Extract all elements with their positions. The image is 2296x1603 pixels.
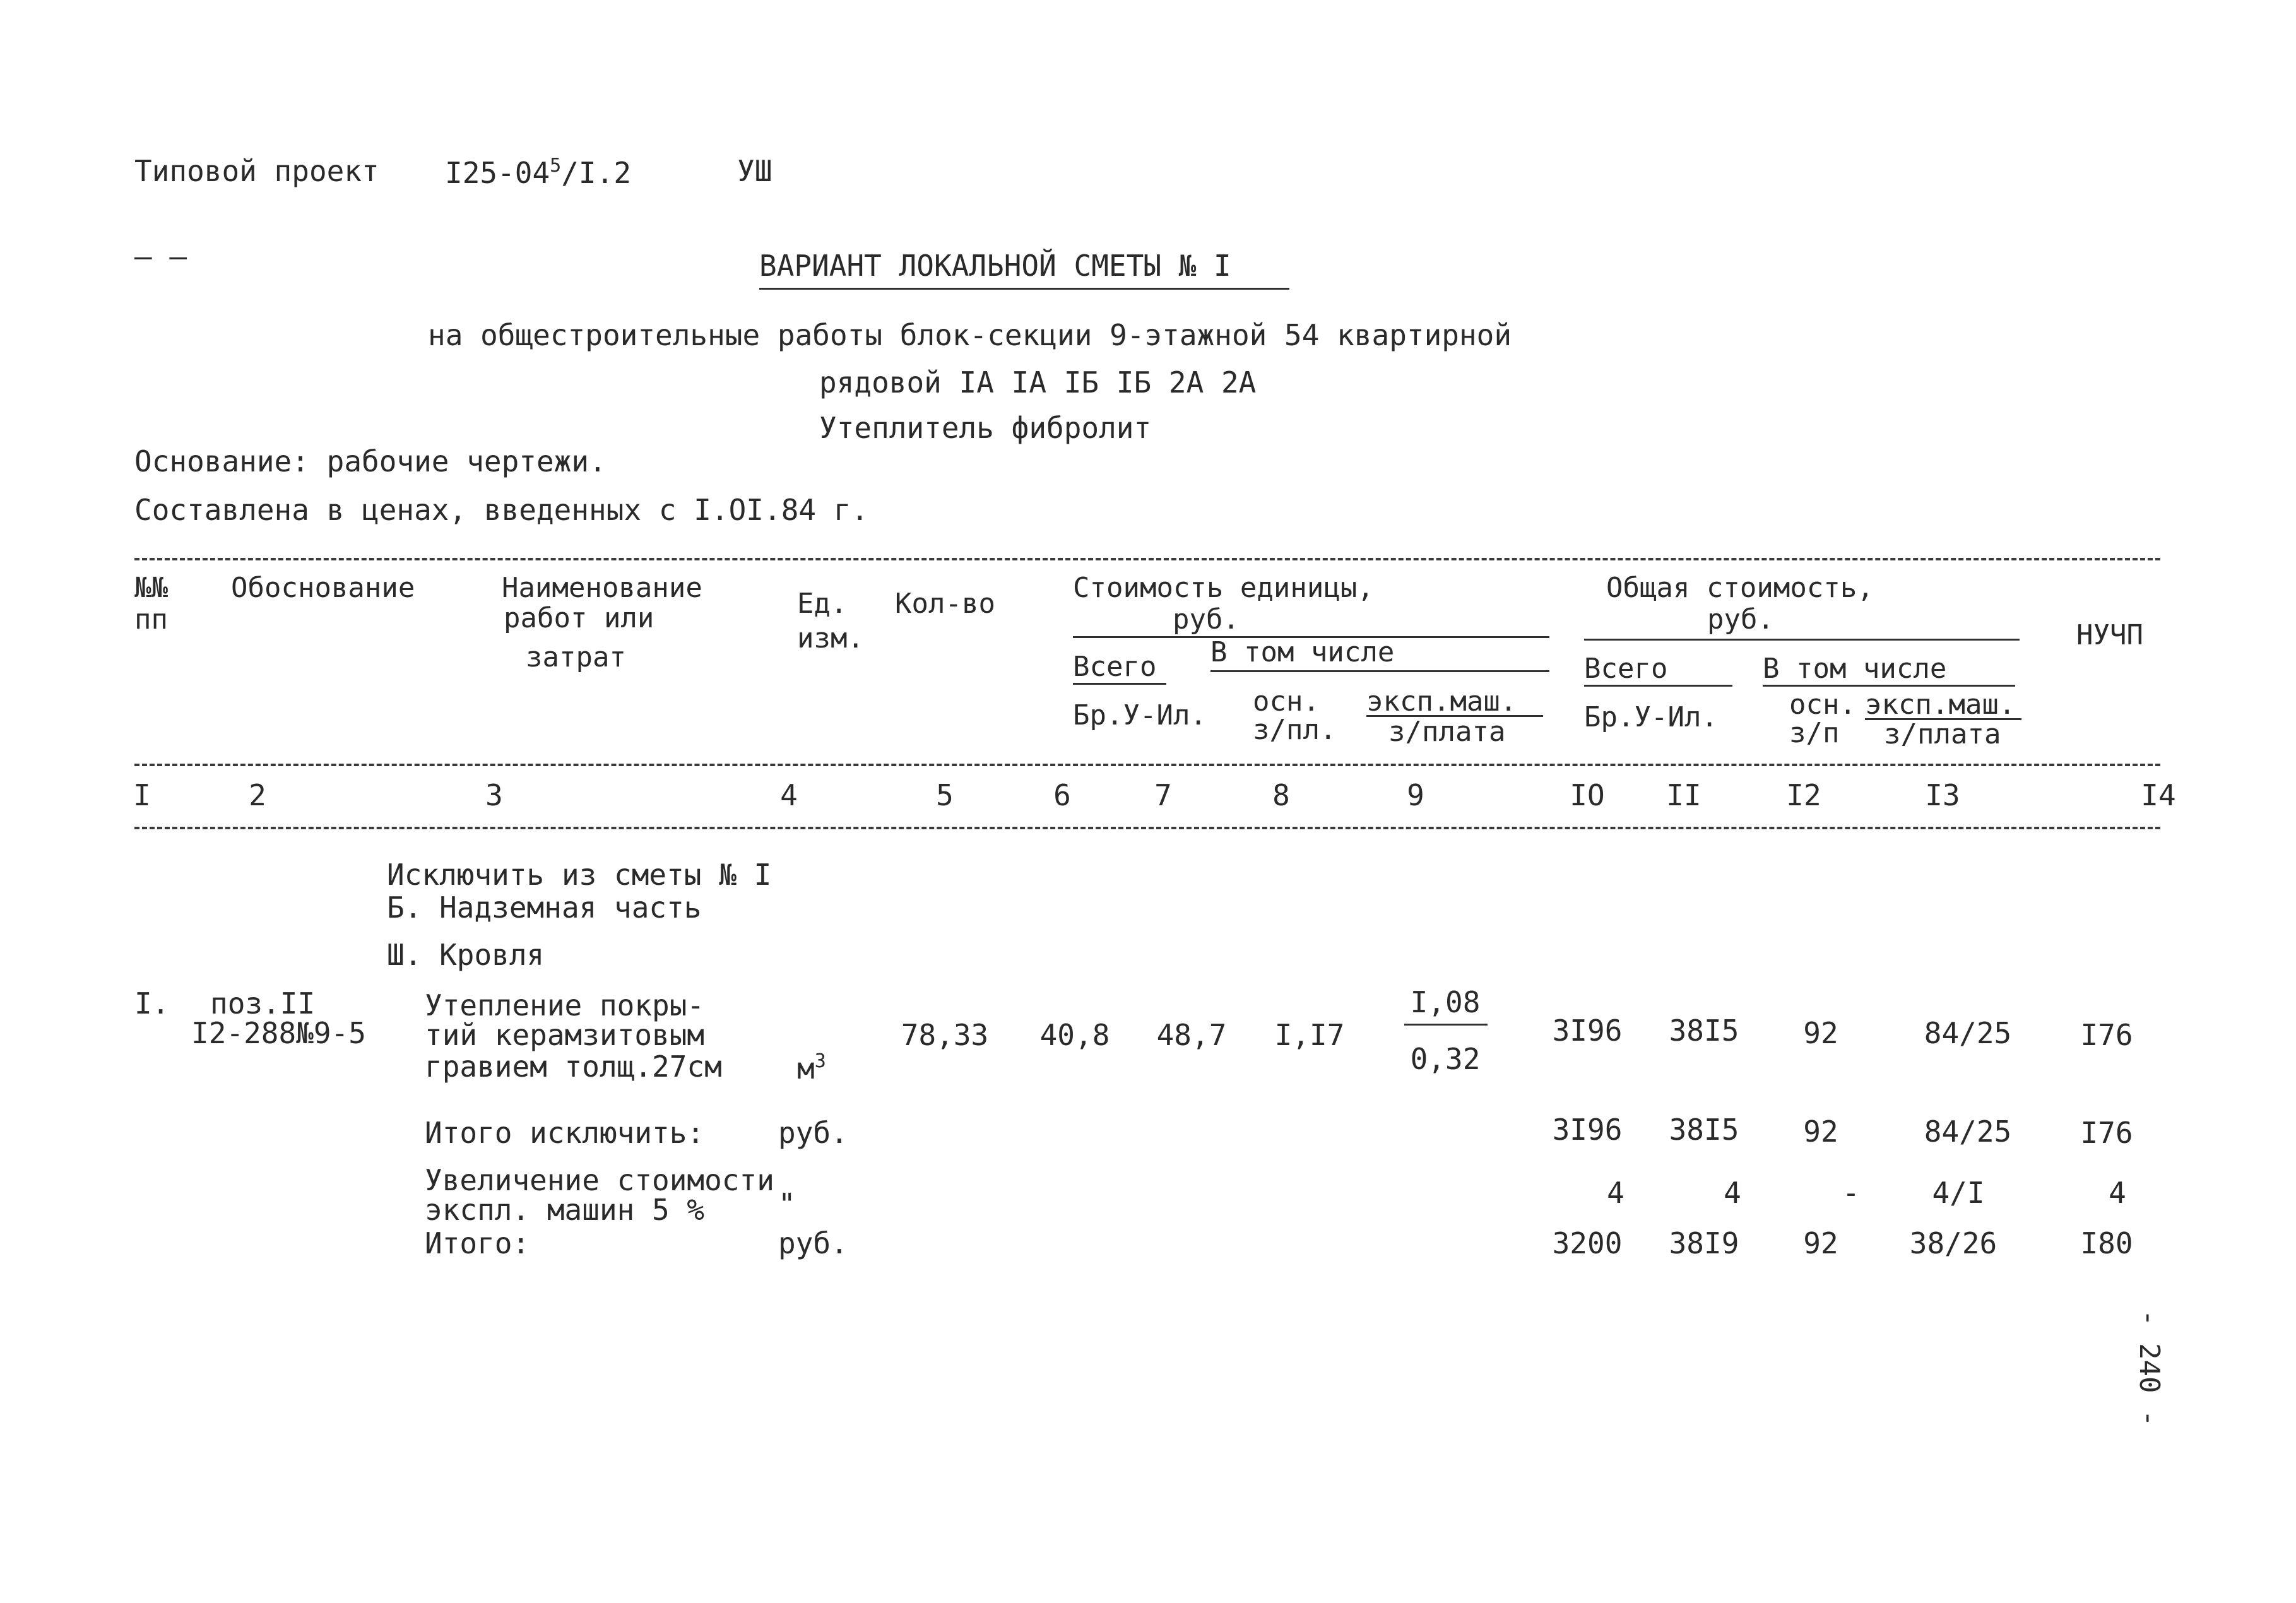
numbers-top-rule: [134, 764, 2160, 766]
section-roof: Ш. Кровля: [387, 938, 545, 972]
numbers-bottom-rule: [134, 827, 2160, 829]
grand-total-c11: 38I9: [1669, 1226, 1739, 1260]
row1-c7: 48,7: [1156, 1018, 1227, 1052]
header-top-rule: [134, 558, 2160, 560]
title-line-1: на общестроительные работы блок-секции 9-этажной 54 квартирной: [428, 318, 1512, 352]
total-cost-underline: [1584, 639, 2020, 641]
grand-total-unit: руб.: [778, 1226, 848, 1260]
col-number-6: 6: [1053, 778, 1071, 812]
unit-total-sub: Бр.У-Ил.: [1073, 699, 1207, 731]
increase-ditto: ": [778, 1187, 796, 1221]
row1-c8: I,I7: [1274, 1018, 1345, 1052]
row1-c9-top: I,08: [1410, 985, 1481, 1019]
row1-basis-2: I2-288№9-5: [191, 1016, 366, 1050]
col-name-head-2: работ или: [504, 602, 654, 634]
row1-c12: 92: [1803, 1016, 1838, 1050]
total-total-underline: [1584, 685, 1732, 687]
total-exclude-c12: 92: [1803, 1115, 1838, 1149]
row1-unit: [797, 1052, 826, 1083]
grand-total-c10: 3200: [1552, 1226, 1623, 1260]
unit-eksp-head-1: эксп.маш.: [1366, 685, 1517, 718]
col-number-8: 8: [1272, 778, 1290, 812]
row1-c9-bottom: 0,32: [1410, 1042, 1481, 1076]
total-exclude-unit: руб.: [778, 1116, 848, 1150]
col-nuchp-head: НУЧП: [2076, 619, 2143, 651]
col-name-head-3: затрат: [526, 641, 626, 673]
col-unit-head-1: Ед.: [797, 588, 848, 620]
title-line-2: рядовой IA IA IБ IБ 2A 2A: [819, 365, 1257, 399]
total-cost-rub: руб.: [1707, 603, 1774, 636]
total-osn-head-1: осн.: [1789, 689, 1856, 721]
basis-line-2: Составлена в ценах, введенных с I.OI.84 г.: [134, 493, 869, 527]
basis-line-1: Основание: рабочие чертежи.: [134, 444, 607, 478]
col-number-2: 2: [249, 778, 266, 812]
col-number-10: IO: [1570, 778, 1605, 812]
increase-label-2: экспл. машин 5 %: [425, 1193, 705, 1227]
unit-cost-head: Стоимость единицы,: [1073, 572, 1374, 604]
section-roman: УШ: [737, 154, 772, 188]
col-unit-head-2: изм.: [797, 622, 864, 654]
total-exclude-c13: 84/25: [1924, 1115, 2012, 1149]
increase-c12: -: [1842, 1176, 1860, 1210]
project-code-main: I25-04: [445, 156, 550, 190]
row1-name-2: тий керамзитовым: [425, 1018, 705, 1052]
doc-title: ВАРИАНТ ЛОКАЛЬНОЙ СМЕТЫ № I: [759, 249, 1231, 283]
row1-c14: I76: [2080, 1018, 2133, 1052]
total-incl-head: В том числе: [1763, 653, 1947, 685]
col-number-13: I3: [1925, 778, 1960, 812]
total-exclude-label: Итого исключить:: [425, 1116, 705, 1150]
page-number: - 240 -: [2133, 1310, 2165, 1427]
row1-basis-1: поз.II: [210, 986, 316, 1020]
project-code-sup: 5: [550, 155, 562, 177]
project-label: Типовой проект: [134, 154, 379, 188]
total-incl-underline: [1763, 685, 2015, 687]
col-number-12: I2: [1786, 778, 1821, 812]
total-exclude-c11: 38I5: [1669, 1113, 1739, 1147]
col-qty-head: Кол-во: [895, 588, 995, 620]
total-total-sub: Бр.У-Ил.: [1584, 701, 1718, 733]
unit-incl-underline: [1210, 670, 1549, 672]
unit-total-underline: [1073, 683, 1166, 685]
col-number-9: 9: [1407, 778, 1424, 812]
total-cost-head: Общая стоимость,: [1606, 572, 1874, 604]
row1-c11: 38I5: [1669, 1014, 1739, 1048]
unit-osn-head-1: осн.: [1253, 685, 1320, 718]
project-code-tail: /I.2: [561, 156, 632, 190]
title-line-3: Утеплитель фибролит: [819, 411, 1152, 445]
grand-total-label: Итого:: [425, 1226, 530, 1260]
total-exclude-c14: I76: [2080, 1116, 2133, 1150]
increase-label-1: Увеличение стоимости: [425, 1163, 774, 1197]
section-part: Б. Надземная часть: [387, 890, 702, 925]
col-num-head-2: пп: [134, 603, 168, 636]
row1-num: I.: [134, 986, 170, 1020]
total-eksp-head-2: з/плата: [1884, 718, 2001, 750]
row1-qty: 78,33: [901, 1018, 989, 1052]
title-underline: [759, 288, 1289, 290]
increase-c13: 4/I: [1932, 1176, 1985, 1210]
col-name-head-1: Наименование: [502, 572, 702, 604]
total-eksp-head-1: эксп.маш.: [1865, 689, 2016, 721]
grand-total-c14: I80: [2080, 1226, 2133, 1260]
col-number-5: 5: [936, 778, 954, 812]
section-exclude: Исключить из сметы № I: [387, 858, 772, 892]
project-code: [445, 155, 632, 190]
col-number-7: 7: [1154, 778, 1172, 812]
unit-incl-head: В том числе: [1210, 636, 1395, 668]
total-total-head: Всего: [1584, 653, 1668, 685]
unit-osn-head-2: з/пл.: [1253, 714, 1337, 746]
increase-c14: 4: [2109, 1176, 2126, 1210]
increase-c11: 4: [1724, 1176, 1741, 1210]
col-number-11: II: [1666, 778, 1701, 812]
unit-eksp-head-2: з/плата: [1388, 716, 1506, 748]
unit-total-head: Всего: [1073, 651, 1157, 683]
row1-name-3: гравием толщ.27см: [425, 1050, 722, 1084]
dash-mark: – –: [134, 239, 187, 273]
increase-c10: 4: [1607, 1176, 1624, 1210]
grand-total-c12: 92: [1803, 1226, 1838, 1260]
row1-c9-fraction-bar: [1404, 1024, 1488, 1026]
col-number-4: 4: [780, 778, 798, 812]
grand-total-c13: 38/26: [1909, 1226, 1997, 1260]
unit-cost-rub: руб.: [1173, 603, 1240, 636]
row1-unit-main: м: [797, 1051, 815, 1085]
row1-c6: 40,8: [1039, 1018, 1110, 1052]
col-basis-head: Обоснование: [231, 572, 415, 604]
row1-c13: 84/25: [1924, 1016, 2012, 1050]
col-num-head-1: №№: [134, 572, 168, 604]
total-exclude-c10: 3I96: [1552, 1113, 1623, 1147]
row1-name-1: Утепление покры-: [425, 988, 705, 1022]
col-number-3: 3: [485, 778, 503, 812]
total-osn-head-2: з/п: [1789, 717, 1840, 749]
row1-unit-sup: 3: [814, 1050, 826, 1072]
col-number-14: I4: [2141, 778, 2176, 812]
row1-c10: 3I96: [1552, 1014, 1623, 1048]
col-number-1: I: [133, 778, 151, 812]
